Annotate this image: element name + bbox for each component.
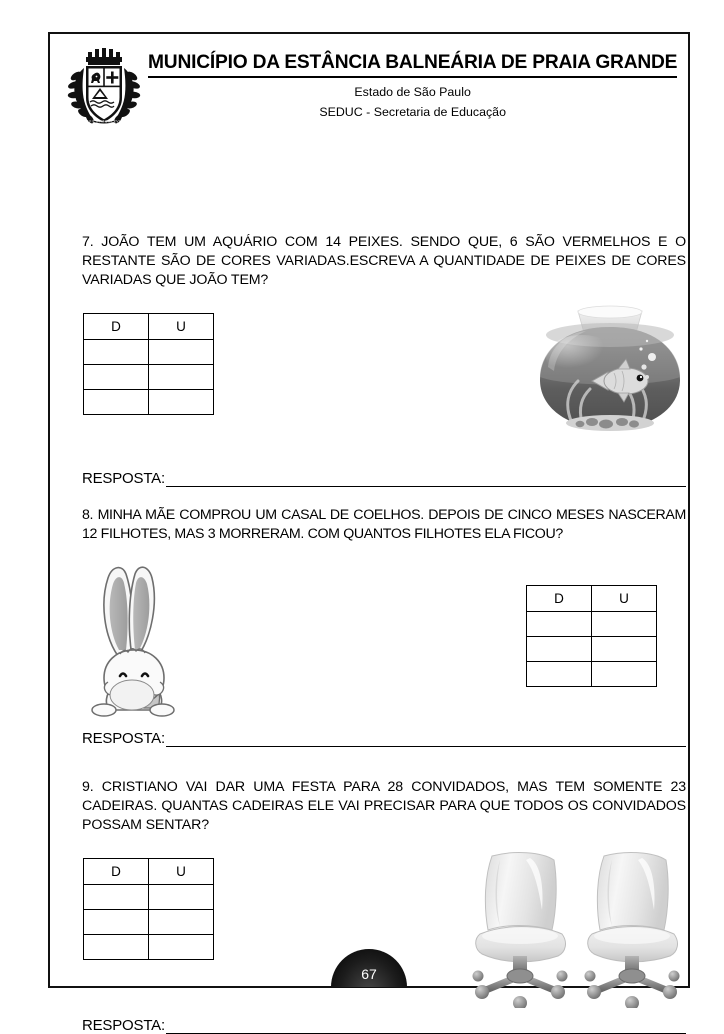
answer-cell-d[interactable] <box>84 390 149 415</box>
question-8-text: 8. MINHA MÃE COMPROU UM CASAL DE COELHOS. DEPOIS DE CINCO MESES NASCERAM 12 FILHOTES, MAS 3 MORRERAM. COM QUANTOS FILHOTES ELA FICOU? <box>82 507 686 542</box>
answer-cell-u[interactable] <box>149 365 214 390</box>
table-header-row <box>84 859 214 885</box>
answer-label: RESPOSTA: <box>82 730 165 747</box>
rabbit-illustration <box>78 558 190 726</box>
table-header-row <box>84 314 214 340</box>
question-7-answer-row[interactable] <box>82 471 686 487</box>
office-chairs-illustration <box>464 848 690 1008</box>
table-row[interactable] <box>84 935 214 960</box>
answer-cell-u[interactable] <box>149 910 214 935</box>
answer-cell-d[interactable] <box>84 365 149 390</box>
answer-cell-u[interactable] <box>592 637 657 662</box>
question-7-du-table[interactable] <box>83 313 214 415</box>
question-9-du-table[interactable] <box>83 858 214 960</box>
question-9-answer-row[interactable] <box>82 1018 686 1034</box>
answer-label: RESPOSTA: <box>82 470 165 487</box>
page-title: MUNICÍPIO DA ESTÂNCIA BALNEÁRIA DE PRAIA GRANDE <box>148 52 677 78</box>
office-chair-right <box>585 853 680 1008</box>
table-row[interactable] <box>84 885 214 910</box>
question-9-text: 9. CRISTIANO VAI DAR UMA FESTA PARA 28 CONVIDADOS, MAS TEM SOMENTE 23 CADEIRAS. QUANTAS CADEIRAS ELE VAI PRECISAR PARA QUE TODOS OS CONVIDADOS POSSAM SENTAR? <box>82 779 686 833</box>
answer-cell-d[interactable] <box>84 885 149 910</box>
header-subtitle-department: SEDUC - Secretaria de Educação <box>319 104 506 119</box>
page-number-text: 67 <box>361 966 377 982</box>
question-8-du-table[interactable] <box>526 585 657 687</box>
office-chair-left <box>473 853 568 1008</box>
header-subtitle-state: Estado de São Paulo <box>354 85 471 100</box>
column-header-d: D <box>527 586 592 612</box>
document-header <box>66 44 678 130</box>
fishbowl-illustration <box>534 305 686 435</box>
answer-cell-d[interactable] <box>84 935 149 960</box>
table-row[interactable] <box>527 612 657 637</box>
column-header-d: D <box>84 859 149 885</box>
answer-cell-u[interactable] <box>149 390 214 415</box>
answer-cell-u[interactable] <box>592 662 657 687</box>
table-row[interactable] <box>84 365 214 390</box>
column-header-d: D <box>84 314 149 340</box>
page-border <box>48 32 690 1034</box>
answer-label: RESPOSTA: <box>82 1017 165 1034</box>
question-7-text: 7. JOÃO TEM UM AQUÁRIO COM 14 PEIXES. SENDO QUE, 6 SÃO VERMELHOS E O RESTANTE SÃO DE CORES VARIADAS.ESCREVA A QUANTIDADE DE PEIXES DE CORES VARIADAS QUE JOÃO TEM? <box>82 234 686 288</box>
question-8-answer-row[interactable] <box>82 731 686 747</box>
column-header-u: U <box>149 859 214 885</box>
column-header-u: U <box>592 586 657 612</box>
answer-cell-d[interactable] <box>84 340 149 365</box>
answer-blank-line[interactable] <box>166 473 686 487</box>
answer-cell-u[interactable] <box>149 340 214 365</box>
svg-text:XVII XI MCMLXVII: XVII XI MCMLXVII <box>86 119 122 124</box>
answer-blank-line[interactable] <box>166 733 686 747</box>
answer-cell-d[interactable] <box>527 662 592 687</box>
table-row[interactable] <box>527 637 657 662</box>
table-row[interactable] <box>84 910 214 935</box>
answer-cell-u[interactable] <box>149 885 214 910</box>
page-content <box>50 34 688 1034</box>
table-header-row <box>527 586 657 612</box>
table-row[interactable] <box>84 390 214 415</box>
header-text-block <box>148 46 677 120</box>
answer-cell-d[interactable] <box>527 612 592 637</box>
coat-of-arms-icon <box>66 46 142 130</box>
table-row[interactable] <box>527 662 657 687</box>
answer-blank-line[interactable] <box>166 1020 686 1034</box>
answer-cell-d[interactable] <box>84 910 149 935</box>
answer-cell-d[interactable] <box>527 637 592 662</box>
answer-cell-u[interactable] <box>149 935 214 960</box>
answer-cell-u[interactable] <box>592 612 657 637</box>
table-row[interactable] <box>84 340 214 365</box>
column-header-u: U <box>149 314 214 340</box>
